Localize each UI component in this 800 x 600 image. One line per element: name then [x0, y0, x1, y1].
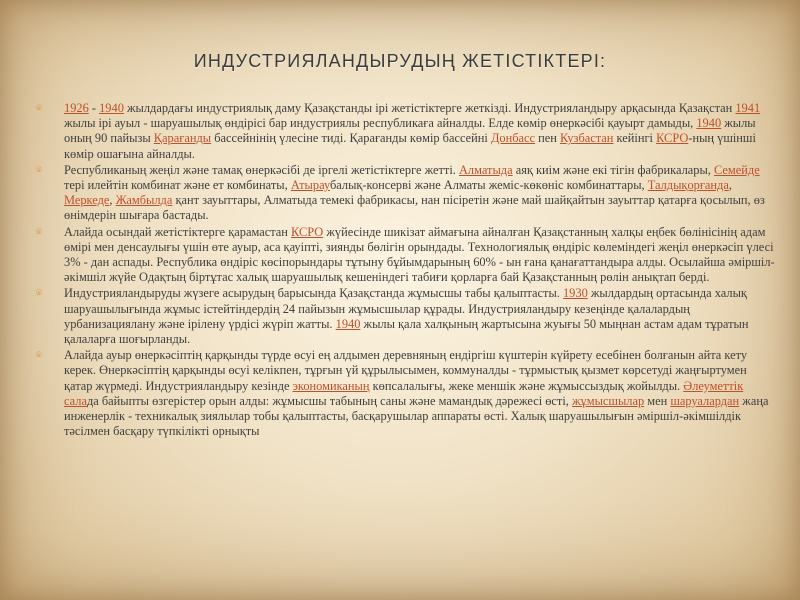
paragraph-text: жаңа инженерлік - техникалық зиялылар тобы қалыптасты, басқарушылар аппараты өсті. Халық шаруашылығын әміршіл-әкімшілдік тәсілмен басқару түпкілікті орнықты [64, 393, 769, 439]
paragraph-text: Индустрияландыруды жүзеге асырудың барысында Қазақстанда жұмысшы табы қалыптасты. [64, 286, 563, 301]
paragraph-text: жылы оның 90 пайызы [64, 116, 756, 146]
paragraph-1 [36, 101, 776, 162]
hyperlink[interactable]: Меркеде [64, 193, 110, 208]
paragraph-text: , [109, 193, 116, 208]
hyperlink[interactable]: 1926 [64, 101, 89, 115]
paragraph-5 [36, 348, 776, 439]
hyperlink[interactable]: КСРО [656, 131, 689, 146]
hyperlink[interactable]: Талдықорғанда [647, 178, 729, 193]
paragraph-text: жылы ірі ауыл - шаруашылық өндірісі бар индустриялы республикаға айналды. Елде көмір өнеркәсібі қауырт дамыды, [64, 116, 697, 131]
hyperlink[interactable]: экономиканың [292, 378, 370, 393]
paragraph-text: Республиканың жеңіл және тамақ өнеркәсібі де іргелі жетістіктерге жетті. [64, 162, 459, 177]
paragraph-text: көпсалалығы, жеке меншік және жұмыссыздық жойылды. [369, 378, 684, 393]
paragraph-text: мен [644, 393, 671, 408]
hyperlink[interactable]: Әлеуметтік сала [64, 378, 744, 408]
paragraph-text: кейінгі [613, 131, 657, 146]
paragraph-text: балық-консерві және Алматы жеміс-көкөніс комбинаттары, [329, 178, 648, 193]
hyperlink[interactable]: 1930 [562, 286, 588, 301]
hyperlink[interactable]: Семейде [714, 162, 760, 177]
hyperlink[interactable]: Донбасс [490, 131, 536, 146]
hyperlink[interactable]: жұмысшылар [571, 393, 645, 408]
paragraph-text: - [88, 101, 100, 115]
bullet-icon: ⌾ [36, 164, 42, 176]
hyperlink[interactable]: Атырау [290, 178, 330, 193]
hyperlink[interactable]: Жамбылда [115, 193, 173, 208]
hyperlink[interactable]: 1940 [99, 101, 124, 115]
bullet-icon: ⌾ [36, 226, 42, 238]
paragraph-2 [36, 163, 776, 224]
paragraph-text: да байыпты өзгерістер орын алды: жұмысшы табының саны және мамандық дәрежесі өсті, [86, 393, 572, 408]
hyperlink[interactable]: КСРО [291, 224, 324, 239]
paragraph-text: , [728, 178, 732, 193]
paragraph-text: -ның үшінші көмір ошағына айналды. [64, 131, 756, 161]
paragraph-text: Алайда ауыр өнеркәсіптің қарқынды түрде өсуі ең алдымен деревняның ендіргіш күштерін күйрету есебінен болғанын айта кету керек. Өнеркәсіптің қарқынды өсуі келікпен, тұрғын үй құрылысымен, коммуналды - тұрмыстық қызмет көрсетуді жаңғыртумен қатар жүрмеді. Индустрияландыру кезінде [64, 348, 748, 393]
paragraph-text: бассейнінің үлесіне тиді. Қарағанды көмір бассейні [211, 131, 491, 146]
slide-body [36, 101, 776, 440]
hyperlink[interactable]: Кузбастан [560, 131, 614, 146]
bullet-icon: ⌾ [36, 103, 42, 114]
paragraph-text: жүйесінде шикізат аймағына айналған Қазақстанның халқы еңбек бөлінісінің адам өмірі мен денсаулығы үшін өте ауыр, аса қауіпті, зиянды бөлігін орындады. Технологиялық өндіріс көлеміндегі жеңіл өнеркәсіп үлесі 3% - дан аспады. Республика өндіріс көсіпорындары тұтыну бұйымдарының 60% - ын ғана қанағаттандыра алды. Осылайша әміршіл-әкімшіл жүйе Одақтың біртұтас халық шаруашылық кешеніндегі табиғи қорларға бай Қазақстанның рөлін анықтап берді. [64, 224, 775, 285]
bullet-icon: ⌾ [36, 288, 42, 300]
hyperlink[interactable]: шаруалардан [670, 393, 740, 408]
hyperlink[interactable]: 1940 [696, 116, 722, 131]
paragraph-text: жылдардың ортасында халық шаруашылығында жұмыс істейтіндердің 24 пайызын жұмысшылар құрады. Индустрияландыру кезеңінде қалалардың урбанизациялану және ірілену үрдісі жүріп жатты. [64, 286, 747, 331]
hyperlink[interactable]: 1941 [735, 101, 761, 115]
hyperlink[interactable]: Қарағанды [153, 131, 212, 146]
hyperlink[interactable]: Алматыда [458, 162, 513, 177]
paragraph-3 [36, 225, 776, 286]
paragraph-4 [36, 286, 776, 347]
slide-title: ИНДУСТРИЯЛАНДЫРУДЫҢ ЖЕТІСТІКТЕРІ: [193, 51, 607, 71]
hyperlink[interactable]: 1940 [335, 316, 361, 331]
paragraph-text: аяқ киім және екі тігін фабрикалары, [512, 162, 714, 177]
paragraph-text: тері илейтін комбинат және ет комбинаты, [64, 178, 291, 193]
bullet-icon: ⌾ [36, 350, 42, 362]
paragraph-text: пен [535, 131, 561, 146]
paragraph-text: жылы қала халқының жартысына жуығы 50 мыңнан астам адам тұратын қалаларға шоғырланды. [64, 316, 749, 347]
paragraph-text: Алайда осындай жетістіктерге қарамастан [64, 224, 292, 239]
paragraph-text: жылдардағы индустриялық даму Қазақстанды ірі жетістіктерге жеткізді. Индустрияландыру арқасында Қазақстан [123, 101, 736, 115]
paragraph-text: қант зауыттары, Алматыда темекі фабрикасы, нан пісіретін және май шайқайтын зауыттар қатарға қосылып, өз өнімдерін шығара бастады. [64, 193, 765, 223]
